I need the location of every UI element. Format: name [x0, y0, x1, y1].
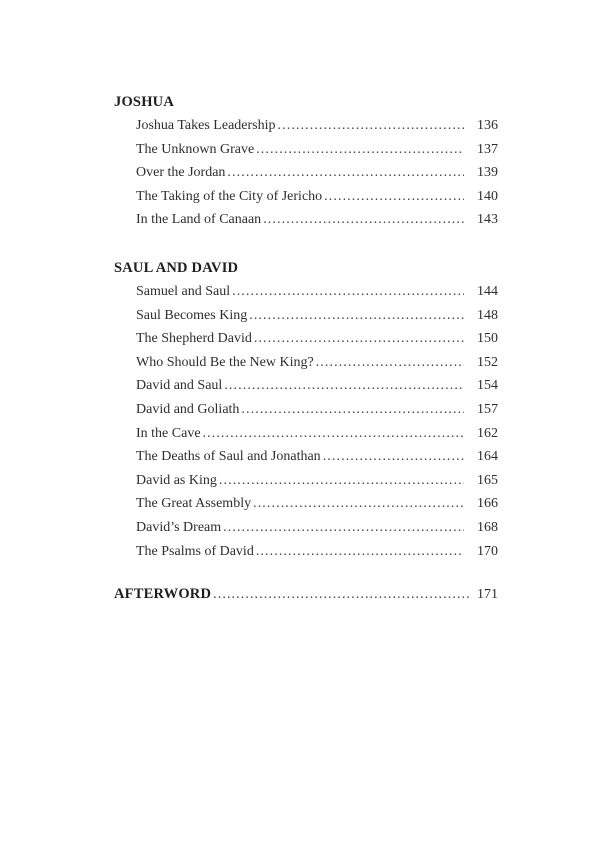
toc-entry[interactable]: [114, 469, 498, 493]
entry-title: The Psalms of David: [136, 543, 254, 559]
toc-entry[interactable]: [114, 422, 498, 446]
afterword-title: AFTERWORD: [114, 586, 212, 602]
entry-page-number: 162: [477, 425, 498, 441]
toc-entry[interactable]: [114, 351, 498, 375]
dot-leader: [263, 208, 464, 232]
entry-page-number: 166: [477, 496, 498, 512]
entry-title: Samuel and Saul: [136, 284, 231, 299]
entry-page-number: 136: [477, 118, 498, 133]
entry-page-number: 144: [477, 284, 498, 299]
toc-section-joshua: [114, 90, 498, 232]
dot-leader: [219, 469, 464, 493]
dot-leader: [203, 422, 464, 446]
toc-entry[interactable]: [114, 516, 498, 540]
toc-entry-list: [114, 280, 498, 563]
dot-leader: [324, 185, 464, 209]
section-heading: JOSHUA: [114, 94, 175, 110]
entry-page-number: 170: [477, 543, 498, 559]
entry-title: Over the Jordan: [136, 165, 226, 181]
toc-entry[interactable]: [114, 304, 498, 328]
toc-entry-list: [114, 114, 498, 232]
dot-leader: [253, 492, 464, 516]
entry-page-number: 137: [477, 141, 498, 157]
entry-page-number: 148: [477, 307, 498, 323]
entry-page-number: 150: [477, 331, 498, 347]
dot-leader: [323, 445, 464, 469]
entry-title: David and Saul: [136, 378, 223, 394]
entry-title: Joshua Takes Leadership: [136, 118, 276, 133]
dot-leader: [232, 280, 464, 304]
entry-page-number: 165: [477, 472, 498, 488]
toc-entry[interactable]: [114, 374, 498, 398]
toc-entry[interactable]: [114, 492, 498, 516]
dot-leader: [316, 351, 464, 375]
toc-entry[interactable]: [114, 327, 498, 351]
section-heading: SAUL AND DAVID: [114, 260, 239, 276]
dot-leader: [249, 304, 464, 328]
dot-leader: [227, 161, 464, 185]
toc-entry[interactable]: [114, 161, 498, 185]
toc-section-afterword: [114, 582, 498, 606]
entry-title: The Shepherd David: [136, 331, 252, 347]
entry-page-number: 168: [477, 519, 498, 535]
toc-entry[interactable]: [114, 280, 498, 304]
entry-page-number: 157: [477, 401, 498, 417]
dot-leader: [256, 540, 464, 564]
entry-page-number: 152: [477, 354, 498, 370]
entry-title: In the Cave: [136, 425, 201, 441]
toc-section-saul-and-david: [114, 256, 498, 563]
toc-entry[interactable]: [114, 540, 498, 564]
dot-leader: [256, 138, 464, 162]
entry-title: Saul Becomes King: [136, 307, 248, 323]
toc-entry-afterword[interactable]: [114, 582, 498, 606]
entry-page-number: 154: [477, 378, 498, 394]
dot-leader: [241, 398, 464, 422]
entry-title: David’s Dream: [136, 519, 222, 535]
entry-page-number: 139: [477, 165, 498, 181]
entry-title: The Taking of the City of Jericho: [136, 188, 323, 204]
entry-title: The Great Assembly: [136, 496, 252, 512]
toc-entry[interactable]: [114, 445, 498, 469]
toc-entry[interactable]: [114, 114, 498, 138]
dot-leader: [224, 374, 464, 398]
toc-entry[interactable]: [114, 138, 498, 162]
dot-leader: [223, 516, 464, 540]
toc-entry[interactable]: [114, 208, 498, 232]
entry-title: The Deaths of Saul and Jonathan: [136, 449, 321, 465]
entry-page-number: 140: [477, 188, 498, 204]
toc-entry[interactable]: [114, 398, 498, 422]
entry-page-number: 171: [477, 587, 498, 602]
entry-page-number: 143: [477, 212, 498, 228]
dot-leader: [278, 114, 464, 138]
entry-title: David as King: [136, 472, 217, 488]
entry-title: David and Goliath: [136, 401, 240, 417]
dot-leader: [254, 327, 464, 351]
entry-page-number: 164: [477, 449, 498, 465]
entry-title: Who Should Be the New King?: [136, 354, 314, 370]
toc-entry[interactable]: [114, 185, 498, 209]
dot-leader: [213, 583, 469, 607]
entry-title: In the Land of Canaan: [136, 212, 262, 228]
entry-title: The Unknown Grave: [136, 141, 255, 157]
